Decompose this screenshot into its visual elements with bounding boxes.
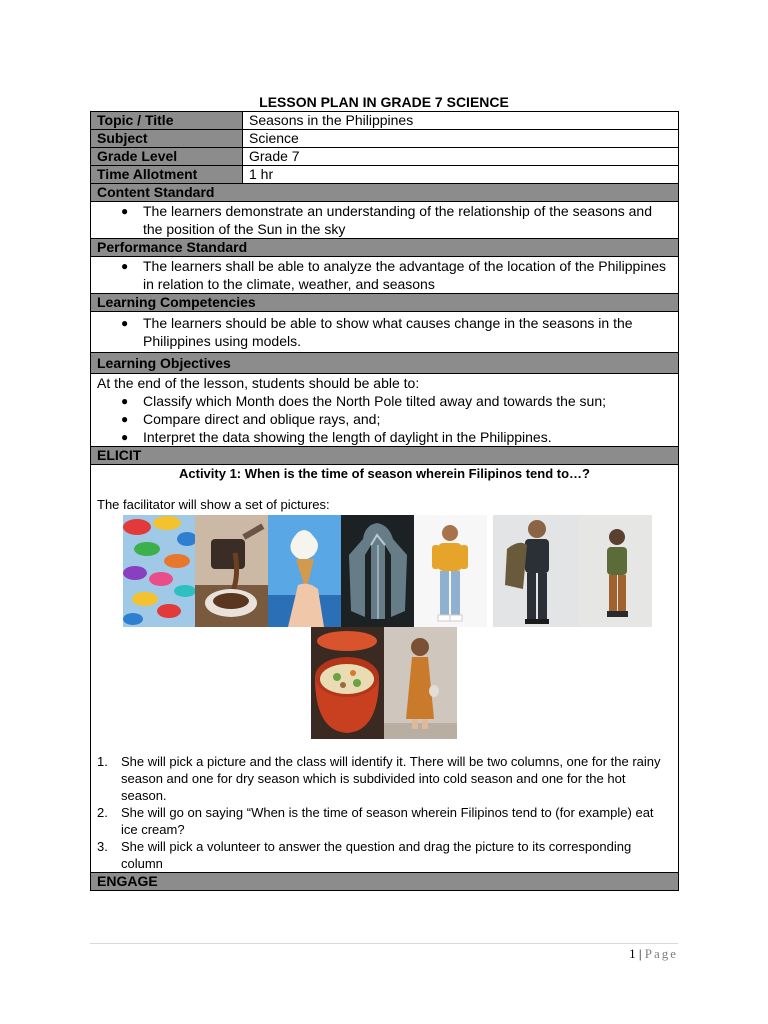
hot-chocolate-photo[interactable]: [195, 515, 268, 627]
section-heading-content-standard: Content Standard: [91, 184, 679, 202]
step-item: She will pick a volunteer to answer the question and drag the picture to its corresponding column: [121, 839, 632, 871]
row-value: 1 hr: [243, 166, 679, 184]
boy-green-outfit-photo[interactable]: [579, 515, 652, 627]
raincoat-photo[interactable]: [341, 515, 414, 627]
row-label: Time Allotment: [91, 166, 243, 184]
girl-orange-dress-photo[interactable]: [384, 627, 457, 739]
step-item: She will pick a picture and the class will identify it. There will be two columns, one for the rainy season and one for dry season which is subdivided into cold season and one for the hot season.: [121, 754, 661, 803]
bullet-item: ● Compare direct and oblique rays, and;: [143, 410, 672, 428]
bullet-item: ● The learners shall be able to analyze the advantage of the location of the Philippines in relation to the climate, weather, and seasons: [143, 257, 672, 293]
section-heading-engage: ENGAGE: [91, 873, 679, 891]
activity-steps: [97, 753, 672, 872]
boy-jacket-photo[interactable]: [493, 515, 579, 627]
document-title: LESSON PLAN IN GRADE 7 SCIENCE: [259, 94, 509, 110]
row-value: Seasons in the Philippines: [243, 112, 679, 130]
ice-cream-photo[interactable]: [268, 515, 341, 627]
row-value: Grade 7: [243, 148, 679, 166]
section-heading-learning-objectives: Learning Objectives: [91, 353, 679, 374]
page-footer: [629, 946, 678, 962]
facilitator-text: The facilitator will show a set of pictures:: [97, 497, 330, 512]
table-row: [91, 112, 679, 130]
section-heading-learning-competencies: Learning Competencies: [91, 294, 679, 312]
page-separator: |: [638, 946, 642, 961]
learning-objectives-body: [91, 374, 679, 447]
row-label: Subject: [91, 130, 243, 148]
learning-competencies-body: [91, 312, 679, 353]
row-value: Science: [243, 130, 679, 148]
bullet-item: ● The learners demonstrate an understanding of the relationship of the seasons and the position of the Sun in the sky: [143, 202, 672, 238]
row-label: Topic / Title: [91, 112, 243, 130]
table-row: [91, 148, 679, 166]
umbrellas-photo[interactable]: [123, 515, 195, 627]
step-item: She will go on saying “When is the time of season wherein Filipinos tend to (for example) eat ice cream?: [121, 805, 654, 837]
table-row: [91, 130, 679, 148]
row-label: Grade Level: [91, 148, 243, 166]
performance-standard-body: [91, 257, 679, 294]
page-label: Page: [644, 946, 678, 961]
section-heading-performance-standard: Performance Standard: [91, 239, 679, 257]
elicit-body: [91, 465, 679, 873]
lesson-plan-table: [90, 111, 679, 891]
bullet-item: ● Classify which Month does the North Pole tilted away and towards the sun;: [143, 392, 672, 410]
bullet-item: ● The learners should be able to show what causes change in the seasons in the Philippines using models.: [143, 314, 672, 350]
content-standard-body: [91, 202, 679, 239]
table-row: [91, 166, 679, 184]
activity-title: Activity 1: When is the time of season wherein Filipinos tend to…?: [179, 466, 590, 481]
picture-gallery: [97, 515, 672, 747]
page-number: 1: [629, 946, 636, 961]
footer-divider: [90, 943, 678, 944]
section-heading-elicit: ELICIT: [91, 447, 679, 465]
girl-yellow-sweater-photo[interactable]: [414, 515, 487, 627]
bullet-item: ● Interpret the data showing the length of daylight in the Philippines.: [143, 428, 672, 446]
objectives-intro: At the end of the lesson, students should be able to:: [97, 375, 420, 391]
soup-pot-photo[interactable]: [311, 627, 384, 739]
